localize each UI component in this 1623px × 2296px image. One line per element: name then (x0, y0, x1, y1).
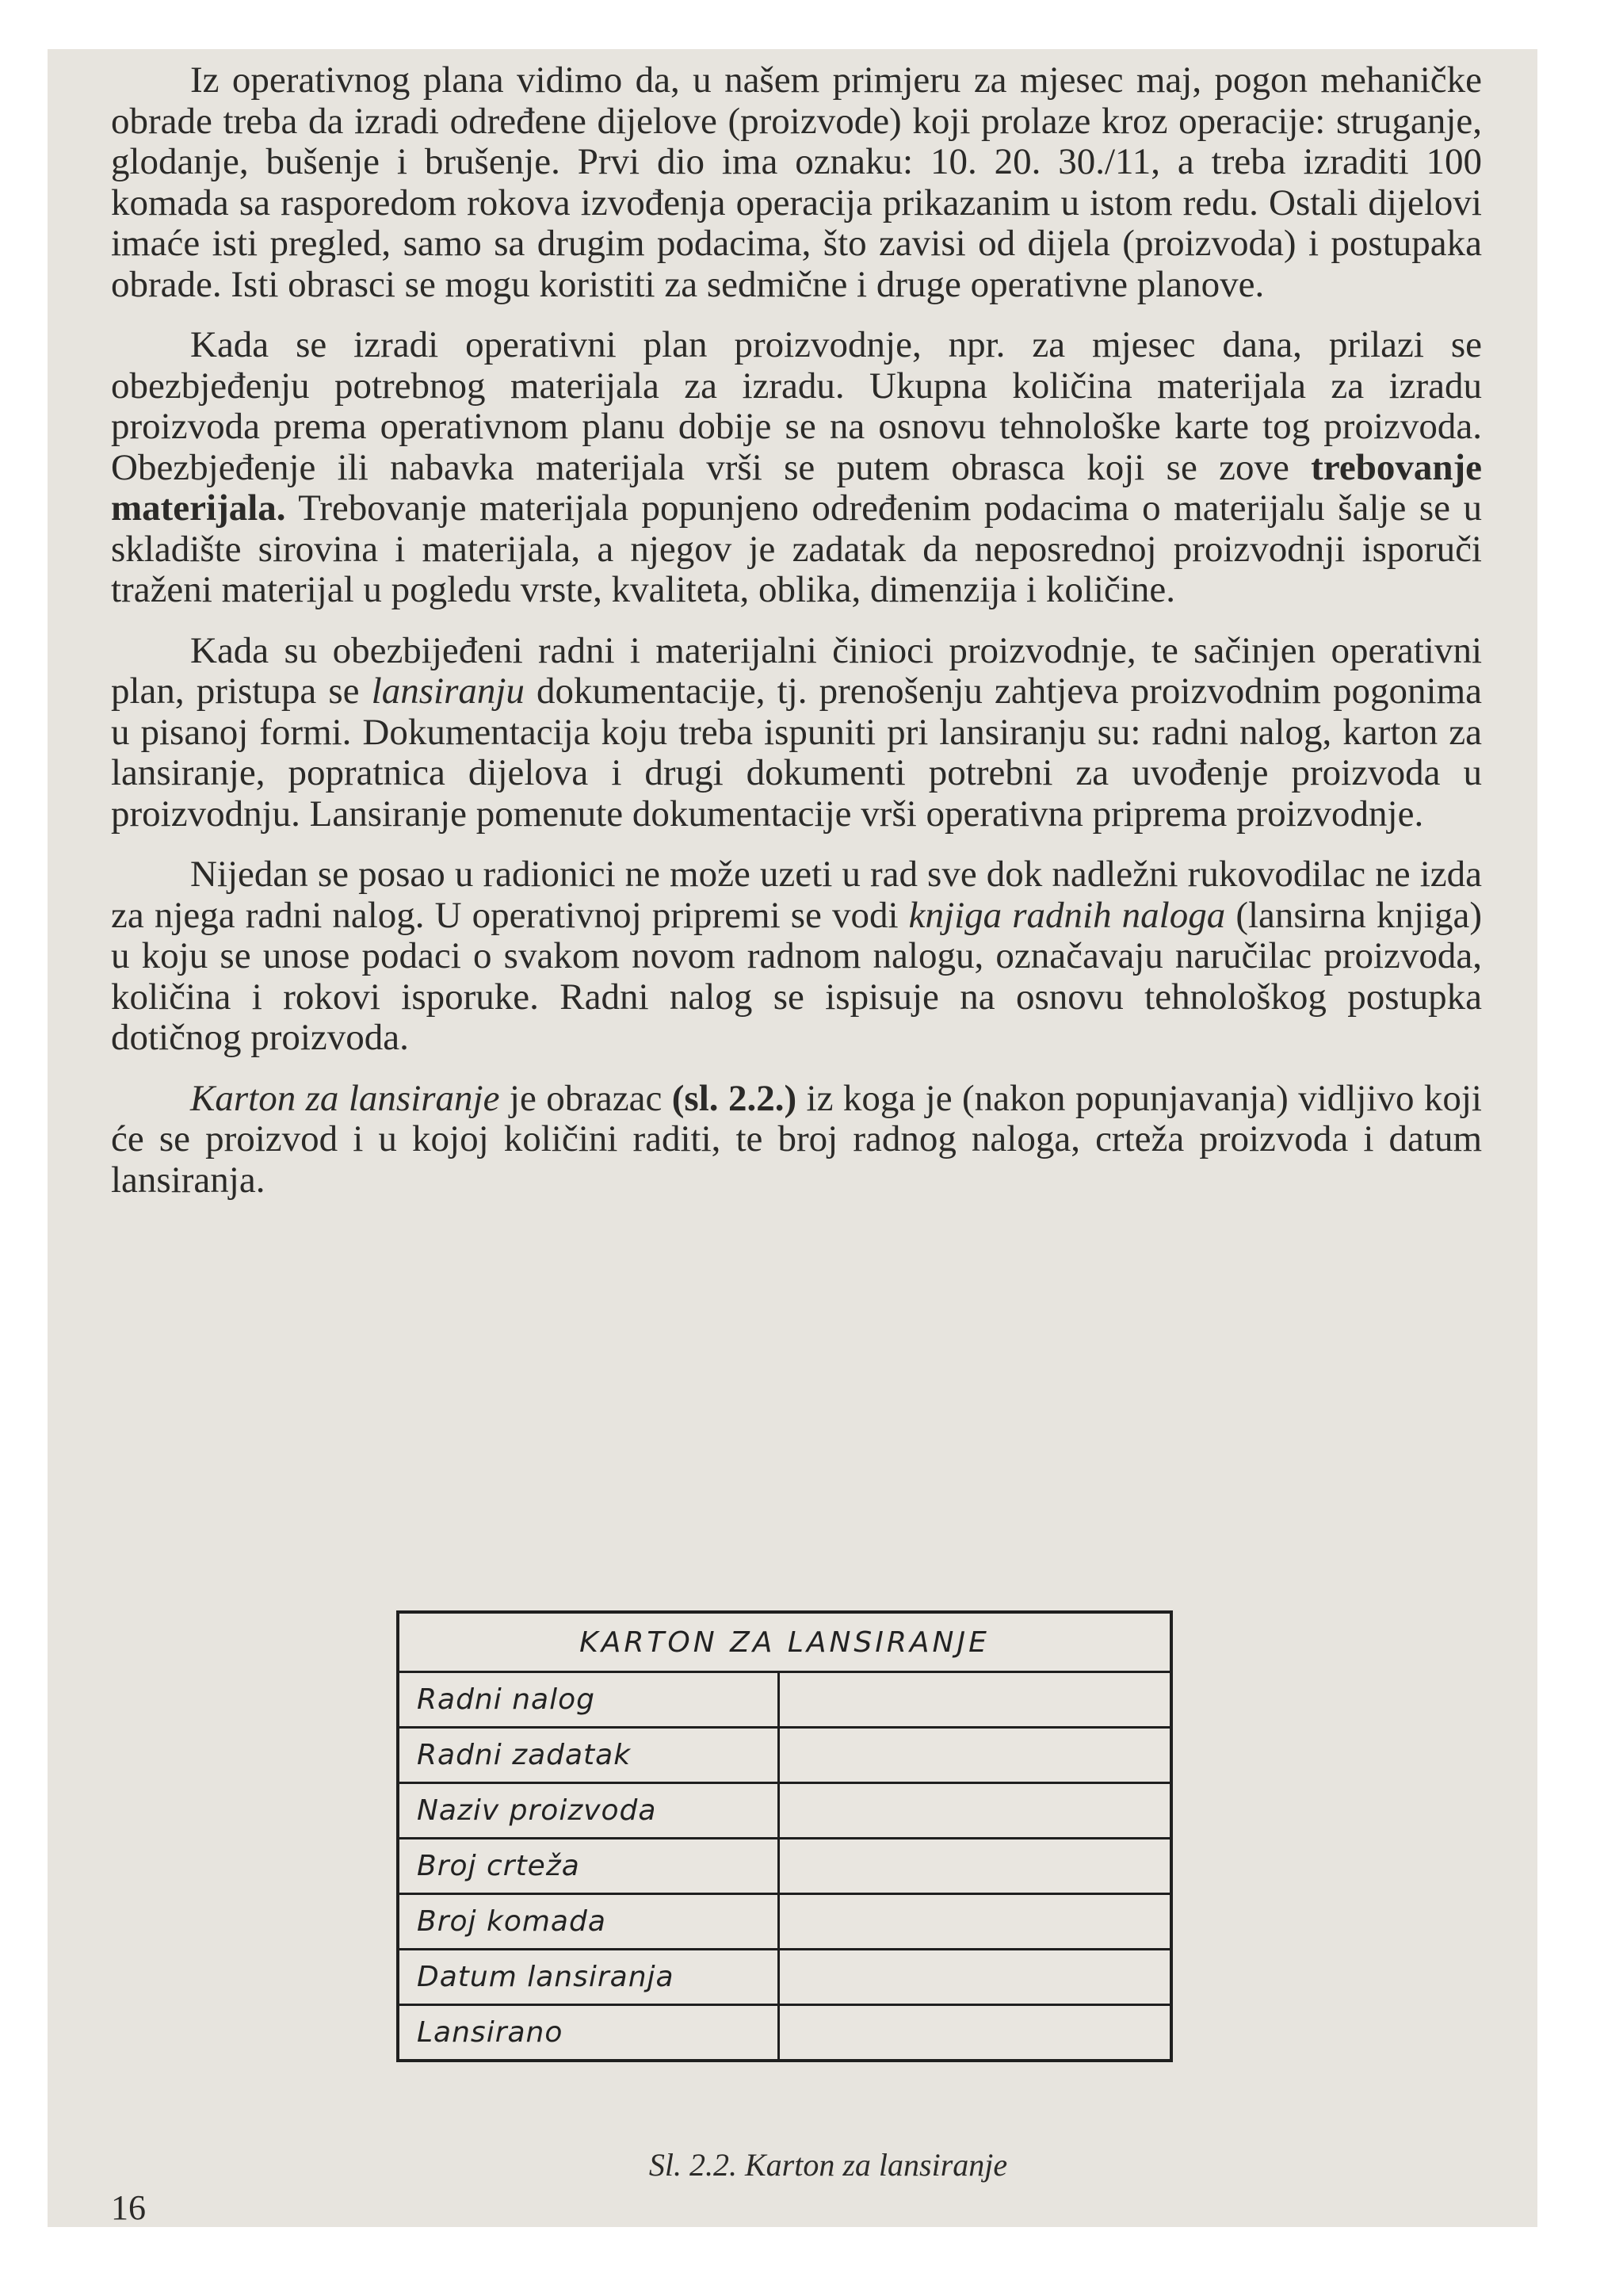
paragraph-1 (111, 60, 1482, 305)
book-page (48, 49, 1537, 2227)
paragraph-4-text-b: (lansirna knjiga) u koju se unose podaci o svakom novom radnom nalogu, označavaju naručilac proizvoda, količina i rokovi isporuke. Radni nalog se ispisuje na osnovu tehnološkog postupka dotičnog proizvoda. (111, 894, 1483, 1058)
term-knjiga-radnih-naloga: knjiga radnih naloga (908, 894, 1226, 936)
row-label-broj-crteza: Broj crteža (398, 1839, 779, 1894)
karton-header-row (398, 1612, 1171, 1672)
table-row (398, 1783, 1171, 1839)
paragraph-4-text-a: Nijedan se posao u radionici ne može uzeti u rad sve dok nadležni rukovodilac ne izda za njega radni nalog. U operativnoj pripremi se vodi (111, 854, 1482, 936)
row-value-broj-crteza (779, 1839, 1172, 1894)
paragraph-5-text-b: iz koga je (nakon popunjavanja) vidljivo koji će se proizvod i u kojoj količini raditi, te broj radnog naloga, crteža proizvoda i datum lansiranja. (111, 1077, 1482, 1201)
page-number: 16 (111, 2188, 146, 2227)
row-value-radni-zadatak (779, 1728, 1172, 1783)
table-row (398, 1672, 1171, 1728)
row-value-lansirano (779, 2005, 1172, 2061)
row-value-radni-nalog (779, 1672, 1172, 1728)
row-label-lansirano: Lansirano (398, 2005, 779, 2061)
figure-reference: (sl. 2.2.) (671, 1077, 797, 1119)
paragraph-1-text: Iz operativnog plana vidimo da, u našem primjeru za mjesec maj, pogon mehaničke obrade treba da izradi određene dijelove (proizvode) koji prolaze kroz operacije: struganje, glodanje, bušenje i brušenje. Prvi dio ima oznaku: 10. 20. 30./11, a treba izraditi 100 komada sa rasporedom rokova izvođenja operacija prikazanim u istom redu. Ostali dijelovi imaće isti pregled, samo sa drugim podacima, što zavisi od dijela (proizvoda) i postupaka obrade. Isti obrasci se mogu koristiti za sedmične i druge operativne planove. (111, 59, 1482, 305)
paragraph-3-text-a: Kada su obezbijeđeni radni i materijalni činioci proizvodnje, te sačinjen operativni plan, pristupa se (111, 629, 1482, 712)
table-row (398, 1894, 1171, 1950)
karton-title: KARTON ZA LANSIRANJE (398, 1612, 1171, 1672)
paragraph-5 (111, 1079, 1482, 1201)
row-label-radni-nalog: Radni nalog (398, 1672, 779, 1728)
table-row (398, 1839, 1171, 1894)
body-text (111, 60, 1482, 1221)
table-row (398, 1950, 1171, 2005)
term-karton-za-lansiranje: Karton za lansiranje (190, 1077, 500, 1119)
paragraph-4 (111, 854, 1482, 1059)
table-row (398, 1728, 1171, 1783)
row-label-radni-zadatak: Radni zadatak (398, 1728, 779, 1783)
term-trebovanje-materijala: trebovanje materijala. (111, 446, 1482, 529)
row-label-datum-lansiranja: Datum lansiranja (398, 1950, 779, 2005)
table-row (398, 2005, 1171, 2061)
row-label-naziv-proizvoda: Naziv proizvoda (398, 1783, 779, 1839)
karton-form-table (396, 1610, 1173, 2062)
row-value-broj-komada (779, 1894, 1172, 1950)
paragraph-2 (111, 325, 1482, 611)
paragraph-5-text-a: je obrazac (499, 1077, 672, 1119)
row-label-broj-komada: Broj komada (398, 1894, 779, 1950)
paragraph-3-text-b: dokumentacije, tj. prenošenju zahtjeva proizvodnim pogonima u pisanoj formi. Dokumentacija koju treba ispuniti pri lansiranju su: radni nalog, karton za lansiranje, popratnica dijelova i drugi dokumenti potrebni za uvođenje proizvoda u proizvodnju. Lansiranje pomenute dokumentacije vrši operativna priprema proizvodnje. (111, 670, 1482, 835)
paragraph-2-text-b: Trebovanje materijala popunjeno određenim podacima o materijalu šalje se u skladište sirovina i materijala, a njegov je zadatak da neposrednoj proizvodnji isporuči traženi materijal u pogledu vrste, kvaliteta, oblika, dimenzija i količine. (111, 487, 1482, 610)
paragraph-3 (111, 631, 1482, 835)
term-lansiranju: lansiranju (371, 670, 525, 712)
figure-caption: Sl. 2.2. Karton za lansiranje (648, 2147, 1008, 2183)
row-value-datum-lansiranja (779, 1950, 1172, 2005)
row-value-naziv-proizvoda (779, 1783, 1172, 1839)
paragraph-2-text-a: Kada se izradi operativni plan proizvodnje, npr. za mjesec dana, prilazi se obezbjeđenju potrebnog materijala za izradu. Ukupna količina materijala za izradu proizvoda prema operativnom planu dobije se na osnovu tehnološke karte tog proizvoda. Obezbjeđenje ili nabavka materijala vrši se putem obrasca koji se zove (111, 324, 1482, 488)
